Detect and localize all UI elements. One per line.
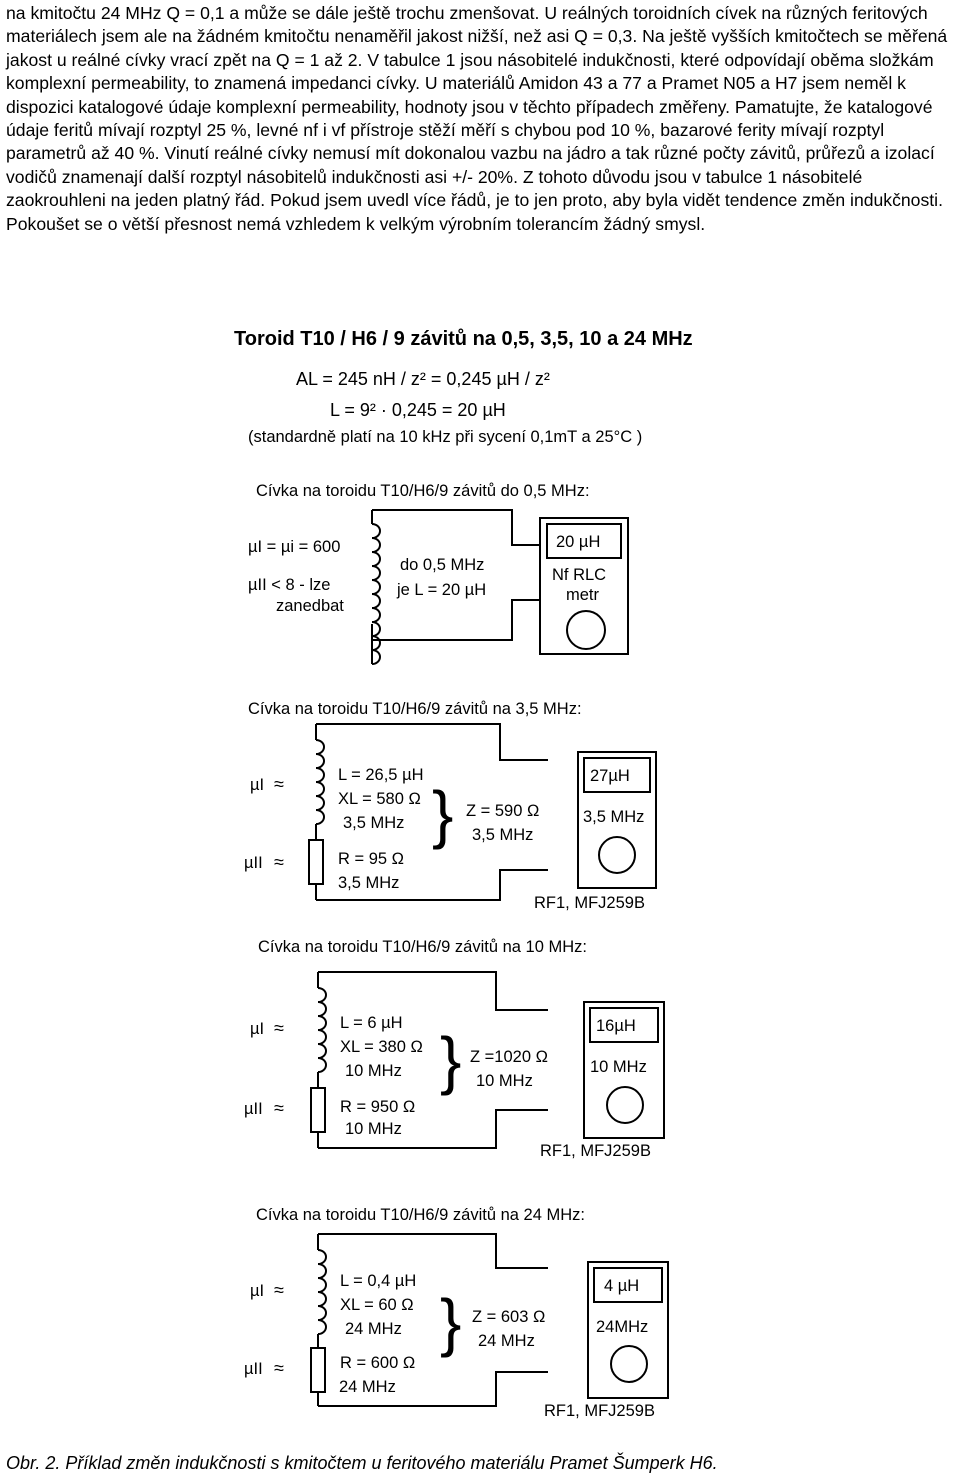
meter-value: 4 µH [604, 1277, 640, 1295]
coil-symbol [318, 988, 326, 1072]
al-formula: AL = 245 nH / z² = 0,245 µH / z² [296, 369, 550, 389]
approx-symbol: ≈ [274, 1358, 284, 1378]
brace-symbol: } [440, 1024, 462, 1096]
intro-sentence: Vinutí reálné cívky nemusí mít dokonalou vazbu na jádro a tak různé počty závitů, průřezů a izolací vodičů znamenají další rozptyl násobitelů indukčnosti asi +/- 20%. [6, 143, 935, 187]
approx-symbol: ≈ [274, 774, 284, 794]
meter-freq: 24MHz [596, 1318, 649, 1336]
impedance-value: Z =1020 Ω [470, 1048, 548, 1066]
resistance-value: R = 950 Ω [340, 1098, 416, 1116]
mu2-label: µII [244, 1100, 263, 1118]
impedance-freq: 24 MHz [478, 1332, 535, 1350]
impedance-value: Z = 603 Ω [472, 1308, 546, 1326]
panel-10mhz [244, 938, 664, 1160]
l-formula: L = 9² · 0,245 = 20 µH [330, 400, 506, 420]
intro-sentence: na kmitočtu 24 MHz Q = 0,1 a může se dále ještě trochu zmenšovat. [6, 3, 545, 23]
freq-value: 10 MHz [345, 1062, 402, 1080]
resistance-value: R = 95 Ω [338, 850, 404, 868]
coil-symbol [318, 1250, 326, 1334]
figure-title: Toroid T10 / H6 / 9 závitů na 0,5, 3,5, 10 a 24 MHz [234, 328, 693, 350]
intro-sentence: Z tohoto důvodu jsou v tabulce 1 násobitelé zaokrouhleni na jeden platný řád. [6, 166, 863, 211]
panel1-meter-label2: metr [566, 586, 599, 604]
panel1-meter-label1: Nf RLC [552, 566, 607, 584]
freq-value: 24 MHz [339, 1378, 396, 1396]
brace-symbol: } [440, 1286, 462, 1358]
panel1-note1: do 0,5 MHz [400, 556, 485, 574]
mu2-label: µII [244, 1360, 263, 1378]
meter-value: 16µH [596, 1017, 636, 1035]
meter-dial [611, 1346, 647, 1382]
meter-dial [599, 837, 635, 873]
mu2-label: µII [244, 854, 263, 872]
panel1-wire-bottom [372, 600, 548, 640]
intro-sentence: Na ještě vyšších kmitočtech se měřená jakost u reálné cívky vrací zpět na Q = 1 až 2. [6, 26, 948, 70]
reactance-value: XL = 60 Ω [340, 1296, 414, 1314]
panel1-note2: je L = 20 µH [397, 581, 487, 599]
meter-freq: 3,5 MHz [583, 808, 645, 826]
impedance-freq: 10 MHz [476, 1072, 533, 1090]
approx-symbol: ≈ [274, 1018, 284, 1038]
reactance-value: XL = 580 Ω [338, 790, 421, 808]
resistor-symbol [311, 1348, 325, 1392]
panel1-mu1: µI = µi = 600 [248, 538, 341, 556]
panel1-mu2b: zanedbat [276, 597, 344, 615]
wire-top [318, 972, 548, 1010]
approx-symbol: ≈ [274, 852, 284, 872]
intro-sentence: Pokoušet se o větší přesnost nemá vzhledem k velkým výrobním tolerancím žádný smysl. [6, 213, 706, 234]
impedance-freq: 3,5 MHz [472, 826, 534, 844]
panel-heading: Cívka na toroidu T10/H6/9 závitů na 3,5 MHz: [248, 700, 582, 718]
intro-sentence: V tabulce 1 jsou násobitelé indukčnosti, které odpovídají oběma složkám komplexní permeability, to znamená impedanci cívky. [6, 49, 934, 94]
approx-symbol: ≈ [274, 1280, 284, 1300]
mu1-label: µI [250, 776, 265, 794]
mu1-label: µI [250, 1020, 265, 1038]
panel-3-5mhz [244, 700, 656, 912]
freq-value: 3,5 MHz [338, 874, 400, 892]
resistance-value: R = 600 Ω [340, 1354, 416, 1372]
meter-name: RF1, MFJ259B [540, 1142, 651, 1160]
meter-name: RF1, MFJ259B [544, 1402, 655, 1420]
intro-sentence: Pamatujte, že katalogové údaje feritů mívají rozptyl 25 %, levné nf i vf přístroje stěží měří s chybou pod 10 %, bazarové ferity mívají rozptyl parametrů až 40 %. [6, 96, 933, 164]
brace-symbol: } [432, 778, 454, 850]
reactance-value: XL = 380 Ω [340, 1038, 423, 1056]
intro-sentence: Pokud jsem uvedl více řádů, je to jen proto, aby byla vidět tendence změn indukčnosti. [270, 190, 943, 211]
figure-caption: Obr. 2. Příklad změn indukčnosti s kmitočtem u feritového materiálu Pramet Šumperk H6. [6, 1453, 718, 1473]
coil-symbol [316, 740, 324, 824]
panel-heading: Cívka na toroidu T10/H6/9 závitů na 10 MHz: [258, 938, 587, 956]
intro-sentence: U materiálů Amidon 43 a 77 a Pramet N05 a H7 jsem neměl k dispozici katalogové údaje komplexní permeability, hodnoty jsou v těchto případech změřeny. [6, 73, 906, 117]
mu1-label: µI [250, 1282, 265, 1300]
wire-top [318, 1234, 548, 1268]
wire-top [316, 724, 548, 760]
freq-value: 24 MHz [345, 1320, 402, 1338]
resistor-symbol [309, 840, 323, 884]
panel1-meter-value: 20 µH [556, 533, 601, 551]
panel1-meter-dial [567, 611, 605, 649]
inductance-value: L = 26,5 µH [338, 766, 424, 784]
panel-heading: Cívka na toroidu T10/H6/9 závitů na 24 MHz: [256, 1206, 585, 1224]
freq-value: 3,5 MHz [343, 814, 405, 832]
panel-24mhz [244, 1206, 668, 1420]
freq-value: 10 MHz [345, 1120, 402, 1138]
resistor-symbol [311, 1088, 325, 1132]
intro-sentence: U reálných toroidních cívek na různých feritových materiálech jsem ale na žádném kmitočtu nenaměřil jakost nižší, než asi Q = 0,3. [6, 3, 928, 47]
meter-name: RF1, MFJ259B [534, 894, 645, 912]
panel1-wire-top [372, 510, 548, 545]
impedance-value: Z = 590 Ω [466, 802, 540, 820]
panel1-heading: Cívka na toroidu T10/H6/9 závitů do 0,5 MHz: [256, 482, 590, 500]
panel1-mu2: µII < 8 - lze [248, 576, 331, 594]
meter-dial [607, 1087, 643, 1123]
inductance-value: L = 0,4 µH [340, 1272, 417, 1290]
meter-freq: 10 MHz [590, 1058, 647, 1076]
approx-symbol: ≈ [274, 1098, 284, 1118]
standard-conditions: (standardně platí na 10 kHz při sycení 0,1mT a 25°C ) [248, 428, 643, 446]
inductance-value: L = 6 µH [340, 1014, 403, 1032]
meter-value: 27µH [590, 767, 630, 785]
